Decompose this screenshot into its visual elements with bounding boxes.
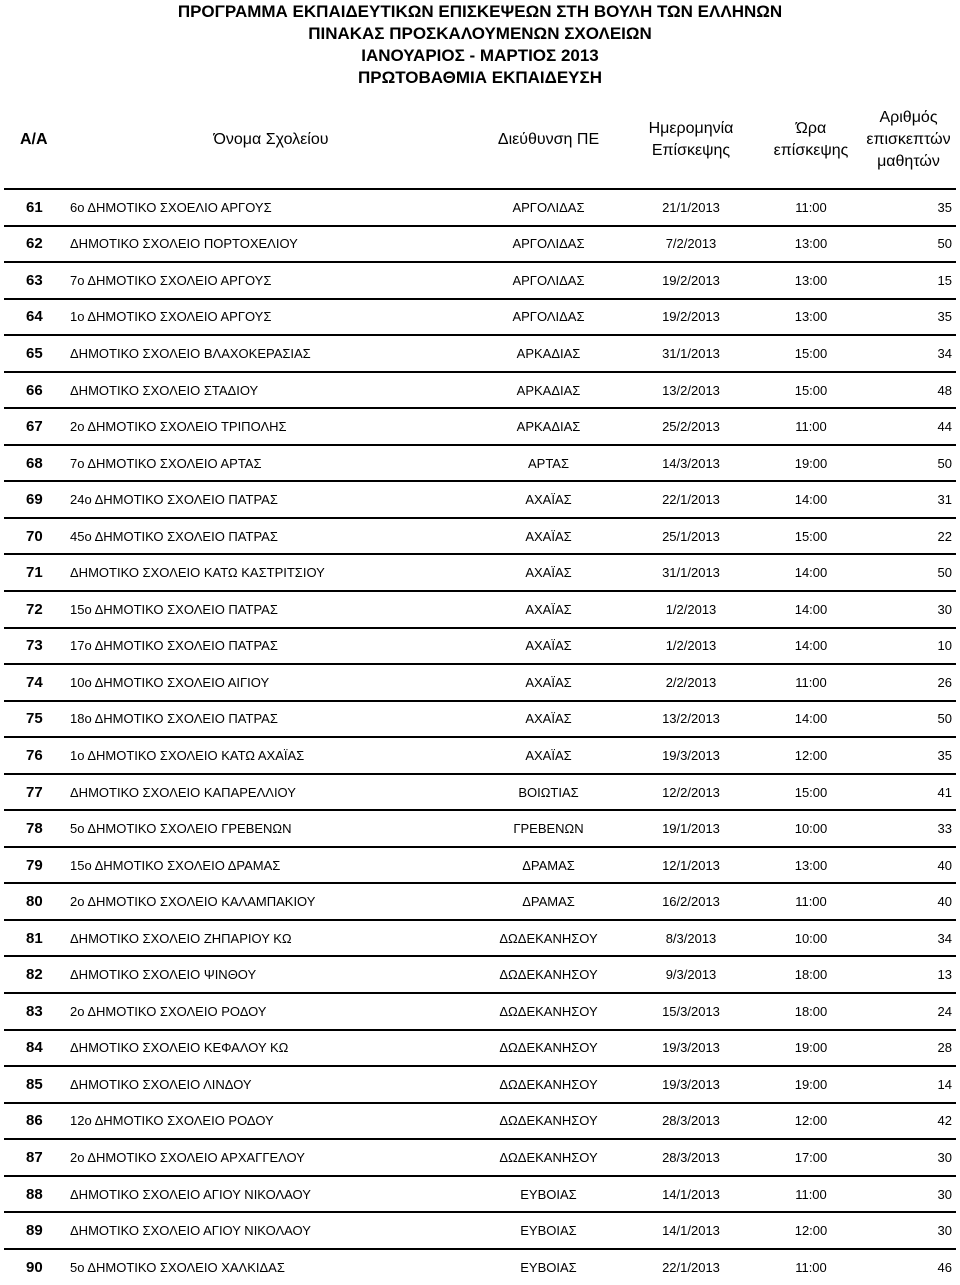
row-number: 78 (26, 820, 43, 838)
row-number: 69 (26, 491, 43, 509)
table-row (4, 554, 956, 591)
visit-time: 14:00 (794, 492, 828, 508)
visit-time: 14:00 (794, 565, 828, 581)
student-count: 35 (937, 309, 952, 325)
table-row (4, 1249, 956, 1285)
school-name: ΔΗΜΟΤΙΚΟ ΣΧΟΛΕΙΟ ΑΓΙΟΥ ΝΙΚΟΛΑΟΥ (70, 1223, 311, 1239)
directorate: ΓΡΕΒΕΝΩΝ (513, 821, 584, 837)
row-number: 85 (26, 1075, 43, 1093)
row-number: 74 (26, 673, 43, 691)
header-visit-time (761, 92, 861, 189)
student-count: 46 (937, 1260, 952, 1276)
visit-time: 11:00 (795, 1260, 827, 1276)
visit-date: 28/3/2013 (662, 1113, 720, 1129)
table-row (4, 664, 956, 701)
school-name: 1ο ΔΗΜΟΤΙΚΟ ΣΧΟΛΕΙΟ ΑΡΓΟΥΣ (70, 309, 272, 325)
directorate: ΑΡΚΑΔΙΑΣ (516, 382, 581, 398)
visit-time: 11:00 (795, 199, 827, 215)
directorate: ΒΟΙΩΤΙΑΣ (518, 784, 579, 800)
row-number: 62 (26, 235, 43, 253)
directorate: ΔΩΔΕΚΑΝΗΣΟΥ (499, 967, 598, 983)
student-count: 40 (937, 857, 952, 873)
visit-date: 19/2/2013 (662, 272, 720, 288)
directorate: ΑΡΓΟΛΙΔΑΣ (512, 309, 585, 325)
visit-time: 11:00 (795, 674, 827, 690)
visit-time: 11:00 (795, 1186, 827, 1202)
row-number: 88 (26, 1185, 43, 1203)
header-visit-date (621, 92, 761, 189)
directorate: ΑΡΚΑΔΙΑΣ (516, 419, 581, 435)
directorate: ΔΩΔΕΚΑΝΗΣΟΥ (499, 930, 598, 946)
school-name: 18ο ΔΗΜΟΤΙΚΟ ΣΧΟΛΕΙΟ ΠΑΤΡΑΣ (70, 711, 278, 727)
visit-date: 25/1/2013 (662, 528, 720, 544)
row-number: 81 (26, 929, 43, 947)
visit-date: 31/1/2013 (662, 345, 720, 361)
visit-date: 13/2/2013 (662, 382, 720, 398)
table-row (4, 591, 956, 628)
header-visit-date-line-1: Ημερομηνία (648, 120, 734, 137)
school-name: ΔΗΜΟΤΙΚΟ ΣΧΟΛΕΙΟ ΒΛΑΧΟΚΕΡΑΣΙΑΣ (70, 345, 311, 361)
table-row (4, 993, 956, 1030)
school-name: ΔΗΜΟΤΙΚΟ ΣΧΟΛΕΙΟ ΣΤΑΔΙΟΥ (70, 382, 259, 398)
visit-date: 1/2/2013 (665, 638, 717, 654)
header-student-count-line-2: επισκεπτών (866, 131, 951, 148)
directorate: ΑΧΑΪΑΣ (525, 747, 572, 763)
table-row (4, 1030, 956, 1067)
table-row (4, 774, 956, 811)
visit-time: 13:00 (794, 309, 828, 325)
table-row (4, 1139, 956, 1176)
visit-date: 22/1/2013 (662, 1260, 720, 1276)
table-row (4, 1103, 956, 1140)
row-number: 65 (26, 344, 43, 362)
table-row (4, 372, 956, 409)
title-line-3: ΙΑΝΟΥΑΡΙΟΣ - ΜΑΡΤΙΟΣ 2013 (361, 46, 599, 65)
school-name: 5ο ΔΗΜΟΤΙΚΟ ΣΧΟΛΕΙΟ ΧΑΛΚΙΔΑΣ (70, 1260, 285, 1276)
school-name: 15ο ΔΗΜΟΤΙΚΟ ΣΧΟΛΕΙΟ ΔΡΑΜΑΣ (70, 857, 281, 873)
student-count: 50 (937, 236, 952, 252)
visit-time: 10:00 (794, 821, 828, 837)
table-row (4, 189, 956, 226)
visit-date: 12/1/2013 (662, 857, 720, 873)
school-name: 2ο ΔΗΜΟΤΙΚΟ ΣΧΟΛΕΙΟ ΤΡΙΠΟΛΗΣ (70, 419, 287, 435)
visit-time: 15:00 (794, 528, 828, 544)
directorate: ΕΥΒΟΙΑΣ (520, 1186, 577, 1202)
visit-date: 12/2/2013 (662, 784, 720, 800)
student-count: 24 (937, 1003, 952, 1019)
row-number: 70 (26, 527, 43, 545)
visit-date: 19/3/2013 (662, 747, 720, 763)
table-row (4, 1212, 956, 1249)
visit-time: 15:00 (794, 345, 828, 361)
school-name: 2ο ΔΗΜΟΤΙΚΟ ΣΧΟΛΕΙΟ ΚΑΛΑΜΠΑΚΙΟΥ (70, 894, 316, 910)
document-titles (0, 0, 960, 89)
visit-date: 19/3/2013 (662, 1040, 720, 1056)
row-number: 89 (26, 1222, 43, 1240)
visit-date: 31/1/2013 (662, 565, 720, 581)
directorate: ΕΥΒΟΙΑΣ (520, 1260, 577, 1276)
student-count: 41 (937, 784, 952, 800)
row-number: 86 (26, 1112, 43, 1130)
student-count: 44 (937, 419, 952, 435)
school-name: ΔΗΜΟΤΙΚΟ ΣΧΟΛΕΙΟ ΠΟΡΤΟΧΕΛΙΟΥ (70, 236, 298, 252)
student-count: 22 (937, 528, 952, 544)
school-name: 6ο ΔΗΜΟΤΙΚΟ ΣΧΟΕΛΙΟ ΑΡΓΟΥΣ (70, 199, 272, 215)
table-row (4, 628, 956, 665)
visit-time: 19:00 (794, 455, 828, 471)
table-row (4, 262, 956, 299)
student-count: 30 (937, 1149, 952, 1165)
visit-time: 11:00 (795, 419, 827, 435)
directorate: ΑΧΑΪΑΣ (525, 638, 572, 654)
visit-date: 7/2/2013 (665, 236, 717, 252)
student-count: 50 (937, 565, 952, 581)
visit-date: 19/1/2013 (662, 821, 720, 837)
title-line-4: ΠΡΩΤΟΒΑΘΜΙΑ ΕΚΠΑΙΔΕΥΣΗ (357, 68, 603, 87)
row-number: 84 (26, 1039, 43, 1057)
student-count: 50 (937, 711, 952, 727)
school-name: 12ο ΔΗΜΟΤΙΚΟ ΣΧΟΛΕΙΟ ΡΟΔΟΥ (70, 1113, 274, 1129)
table-header-row (4, 92, 956, 189)
row-number: 82 (26, 966, 43, 984)
visit-date: 19/2/2013 (662, 309, 720, 325)
directorate: ΕΥΒΟΙΑΣ (520, 1223, 577, 1239)
school-name: ΔΗΜΟΤΙΚΟ ΣΧΟΛΕΙΟ ΨΙΝΘΟΥ (70, 967, 257, 983)
student-count: 15 (937, 272, 952, 288)
student-count: 40 (937, 894, 952, 910)
visit-date: 15/3/2013 (662, 1003, 720, 1019)
visit-date: 9/3/2013 (665, 967, 717, 983)
title-line-1: ΠΡΟΓΡΑΜΜΑ ΕΚΠΑΙΔΕΥΤΙΚΩΝ ΕΠΙΣΚΕΨΕΩΝ ΣΤΗ ΒΟΥΛΗ ΤΩΝ ΕΛΛΗΝΩΝ (177, 2, 783, 21)
student-count: 34 (937, 345, 952, 361)
visit-date: 1/2/2013 (665, 601, 717, 617)
header-directorate: Διεύθυνση ΠΕ (497, 131, 600, 148)
school-name: ΔΗΜΟΤΙΚΟ ΣΧΟΛΕΙΟ ΛΙΝΔΟΥ (70, 1076, 252, 1092)
visit-time: 13:00 (794, 272, 828, 288)
visit-date: 22/1/2013 (662, 492, 720, 508)
table-row (4, 299, 956, 336)
visit-time: 19:00 (794, 1040, 828, 1056)
table-row (4, 335, 956, 372)
row-number: 71 (26, 564, 43, 582)
visit-time: 15:00 (794, 382, 828, 398)
table-row (4, 226, 956, 263)
visit-date: 13/2/2013 (662, 711, 720, 727)
visit-time: 10:00 (794, 930, 828, 946)
schools-table (4, 92, 956, 1285)
row-number: 66 (26, 381, 43, 399)
directorate: ΔΩΔΕΚΑΝΗΣΟΥ (499, 1076, 598, 1092)
student-count: 48 (937, 382, 952, 398)
row-number: 90 (26, 1259, 43, 1277)
directorate: ΔΡΑΜΑΣ (522, 894, 575, 910)
header-student-count-line-3: μαθητών (877, 153, 940, 170)
directorate: ΑΧΑΪΑΣ (525, 674, 572, 690)
row-number: 72 (26, 600, 43, 618)
student-count: 33 (937, 821, 952, 837)
school-name: ΔΗΜΟΤΙΚΟ ΣΧΟΛΕΙΟ ΑΓΙΟΥ ΝΙΚΟΛΑΟΥ (70, 1186, 311, 1202)
directorate: ΑΧΑΪΑΣ (525, 565, 572, 581)
school-name: 45ο ΔΗΜΟΤΙΚΟ ΣΧΟΛΕΙΟ ΠΑΤΡΑΣ (70, 528, 278, 544)
title-line-2: ΠΙΝΑΚΑΣ ΠΡΟΣΚΑΛΟΥΜΕΝΩΝ ΣΧΟΛΕΙΩΝ (308, 24, 652, 43)
visit-time: 12:00 (794, 1223, 828, 1239)
visit-time: 12:00 (794, 1113, 828, 1129)
table-row (4, 810, 956, 847)
directorate: ΔΩΔΕΚΑΝΗΣΟΥ (499, 1149, 598, 1165)
directorate: ΑΧΑΪΑΣ (525, 492, 572, 508)
school-name: 24ο ΔΗΜΟΤΙΚΟ ΣΧΟΛΕΙΟ ΠΑΤΡΑΣ (70, 492, 278, 508)
student-count: 10 (937, 638, 952, 654)
student-count: 42 (937, 1113, 952, 1129)
visit-date: 2/2/2013 (665, 674, 717, 690)
school-name: ΔΗΜΟΤΙΚΟ ΣΧΟΛΕΙΟ ΚΕΦΑΛΟΥ ΚΩ (70, 1040, 289, 1056)
table-row (4, 408, 956, 445)
school-name: ΔΗΜΟΤΙΚΟ ΣΧΟΛΕΙΟ ΖΗΠΑΡΙΟΥ ΚΩ (70, 930, 292, 946)
visit-date: 14/3/2013 (662, 455, 720, 471)
visit-time: 14:00 (794, 638, 828, 654)
table-row (4, 518, 956, 555)
table-row (4, 1176, 956, 1213)
row-number: 80 (26, 893, 43, 911)
school-name: 15ο ΔΗΜΟΤΙΚΟ ΣΧΟΛΕΙΟ ΠΑΤΡΑΣ (70, 601, 278, 617)
header-aa: Α/Α (20, 131, 48, 148)
visit-time: 15:00 (794, 784, 828, 800)
directorate: ΑΧΑΪΑΣ (525, 601, 572, 617)
table-row (4, 481, 956, 518)
visit-time: 11:00 (795, 894, 827, 910)
visit-time: 12:00 (794, 747, 828, 763)
student-count: 13 (937, 967, 952, 983)
directorate: ΑΡΓΟΛΙΔΑΣ (512, 199, 585, 215)
header-student-count-line-1: Αριθμός (879, 109, 938, 126)
visit-date: 28/3/2013 (662, 1149, 720, 1165)
student-count: 34 (937, 930, 952, 946)
header-student-count (861, 92, 956, 189)
visit-time: 14:00 (794, 711, 828, 727)
table-row (4, 737, 956, 774)
header-visit-time-line-1: Ώρα (795, 120, 827, 137)
directorate: ΔΡΑΜΑΣ (522, 857, 575, 873)
table-row (4, 920, 956, 957)
directorate: ΑΡΤΑΣ (527, 455, 570, 471)
visit-time: 18:00 (794, 1003, 828, 1019)
school-name: 1ο ΔΗΜΟΤΙΚΟ ΣΧΟΛΕΙΟ ΚΑΤΩ ΑΧΑΪΑΣ (70, 747, 305, 763)
table-row (4, 883, 956, 920)
school-name: 7ο ΔΗΜΟΤΙΚΟ ΣΧΟΛΕΙΟ ΑΡΓΟΥΣ (70, 272, 272, 288)
school-name: 17ο ΔΗΜΟΤΙΚΟ ΣΧΟΛΕΙΟ ΠΑΤΡΑΣ (70, 638, 278, 654)
school-name: 2ο ΔΗΜΟΤΙΚΟ ΣΧΟΛΕΙΟ ΑΡΧΑΓΓΕΛΟΥ (70, 1149, 305, 1165)
student-count: 28 (937, 1040, 952, 1056)
row-number: 77 (26, 783, 43, 801)
student-count: 35 (937, 747, 952, 763)
visit-date: 8/3/2013 (665, 930, 717, 946)
visit-date: 25/2/2013 (662, 419, 720, 435)
school-name: 7ο ΔΗΜΟΤΙΚΟ ΣΧΟΛΕΙΟ ΑΡΤΑΣ (70, 455, 262, 471)
row-number: 67 (26, 418, 43, 436)
row-number: 61 (26, 198, 43, 216)
visit-time: 17:00 (794, 1149, 828, 1165)
visit-time: 13:00 (794, 857, 828, 873)
table-row (4, 956, 956, 993)
directorate: ΔΩΔΕΚΑΝΗΣΟΥ (499, 1003, 598, 1019)
row-number: 73 (26, 637, 43, 655)
table-row (4, 1066, 956, 1103)
school-name: 5ο ΔΗΜΟΤΙΚΟ ΣΧΟΛΕΙΟ ΓΡΕΒΕΝΩΝ (70, 821, 292, 837)
student-count: 30 (937, 1223, 952, 1239)
row-number: 87 (26, 1148, 43, 1166)
header-visit-date-line-2: Επίσκεψης (651, 142, 731, 159)
visit-date: 21/1/2013 (662, 199, 720, 215)
student-count: 14 (937, 1076, 952, 1092)
student-count: 31 (937, 492, 952, 508)
row-number: 76 (26, 746, 43, 764)
row-number: 64 (26, 308, 43, 326)
visit-time: 13:00 (794, 236, 828, 252)
student-count: 35 (937, 199, 952, 215)
table-row (4, 701, 956, 738)
directorate: ΔΩΔΕΚΑΝΗΣΟΥ (499, 1113, 598, 1129)
visit-time: 19:00 (794, 1076, 828, 1092)
visit-date: 14/1/2013 (662, 1186, 720, 1202)
directorate: ΑΡΓΟΛΙΔΑΣ (512, 272, 585, 288)
header-visit-time-line-2: επίσκεψης (773, 142, 849, 159)
school-name: ΔΗΜΟΤΙΚΟ ΣΧΟΛΕΙΟ ΚΑΤΩ ΚΑΣΤΡΙΤΣΙΟΥ (70, 565, 325, 581)
visit-time: 18:00 (794, 967, 828, 983)
directorate: ΑΡΓΟΛΙΔΑΣ (512, 236, 585, 252)
table-row (4, 445, 956, 482)
row-number: 68 (26, 454, 43, 472)
row-number: 79 (26, 856, 43, 874)
row-number: 63 (26, 271, 43, 289)
school-name: ΔΗΜΟΤΙΚΟ ΣΧΟΛΕΙΟ ΚΑΠΑΡΕΛΛΙΟΥ (70, 784, 296, 800)
header-school-name: Όνομα Σχολείου (213, 131, 329, 148)
student-count: 30 (937, 601, 952, 617)
visit-date: 19/3/2013 (662, 1076, 720, 1092)
school-name: 10ο ΔΗΜΟΤΙΚΟ ΣΧΟΛΕΙΟ ΑΙΓΙΟΥ (70, 674, 270, 690)
student-count: 30 (937, 1186, 952, 1202)
student-count: 26 (937, 674, 952, 690)
visit-date: 16/2/2013 (662, 894, 720, 910)
row-number: 75 (26, 710, 43, 728)
student-count: 50 (937, 455, 952, 471)
directorate: ΑΧΑΪΑΣ (525, 711, 572, 727)
school-name: 2ο ΔΗΜΟΤΙΚΟ ΣΧΟΛΕΙΟ ΡΟΔΟΥ (70, 1003, 267, 1019)
visit-date: 14/1/2013 (662, 1223, 720, 1239)
visit-time: 14:00 (794, 601, 828, 617)
directorate: ΑΡΚΑΔΙΑΣ (516, 345, 581, 361)
table-row (4, 847, 956, 884)
table-body (4, 189, 956, 1285)
directorate: ΔΩΔΕΚΑΝΗΣΟΥ (499, 1040, 598, 1056)
row-number: 83 (26, 1002, 43, 1020)
directorate: ΑΧΑΪΑΣ (525, 528, 572, 544)
